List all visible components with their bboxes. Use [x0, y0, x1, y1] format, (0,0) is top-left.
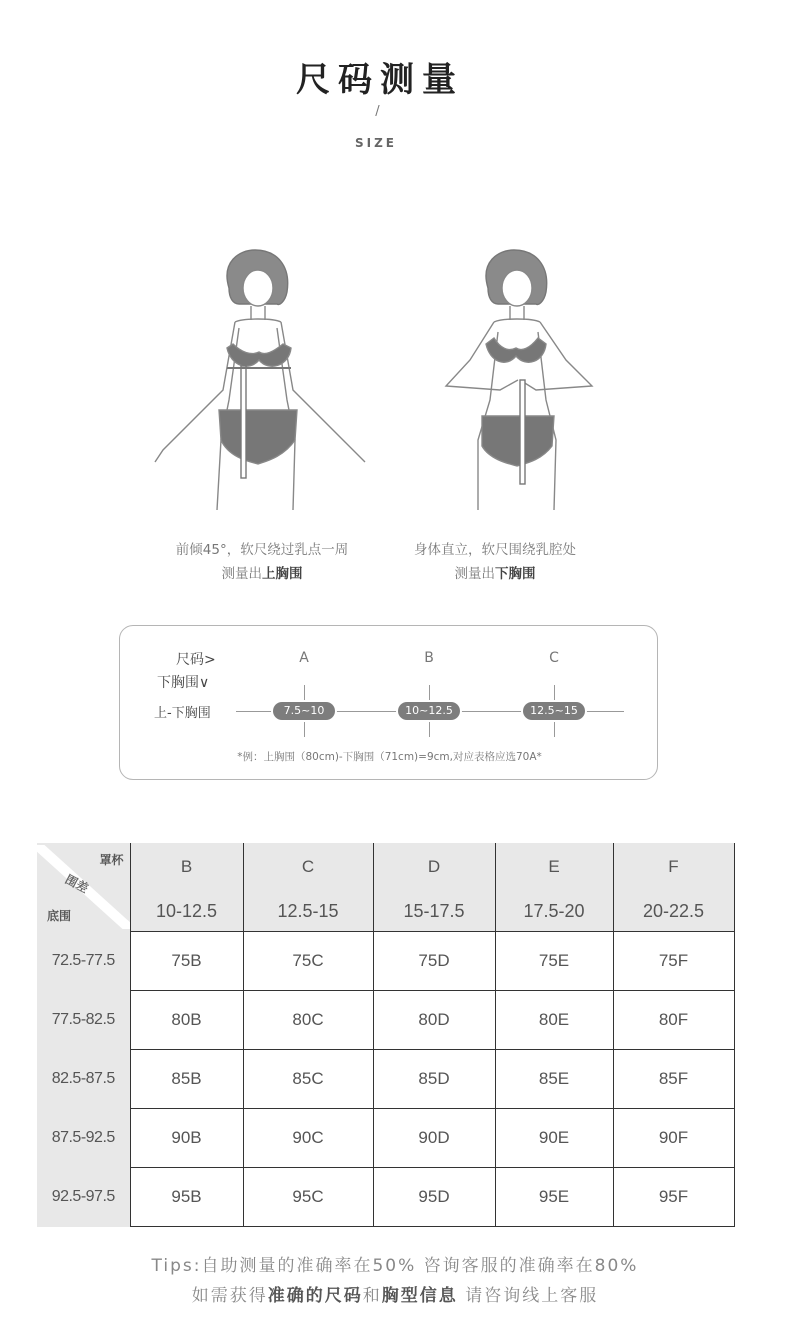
- size-column-a: A: [299, 650, 309, 666]
- tips-text: 请咨询线上客服: [457, 1286, 599, 1306]
- size-cell: 95B: [130, 1168, 243, 1227]
- tips-text: 和: [362, 1286, 382, 1306]
- under-bust-caption-line2: [345, 562, 645, 586]
- corner-diff-label: 围差: [62, 872, 91, 897]
- size-cell: 75B: [130, 932, 243, 991]
- range-pill-c: 12.5~15: [523, 702, 585, 720]
- size-cell: 75D: [373, 932, 495, 991]
- size-legend-box: [119, 625, 658, 780]
- size-cell: 75F: [613, 932, 734, 991]
- size-cell: 85D: [373, 1050, 495, 1109]
- size-cell: 90E: [495, 1109, 613, 1168]
- cup-header-row: [37, 843, 734, 891]
- size-cell: 95F: [613, 1168, 734, 1227]
- table-corner-cell: [37, 843, 130, 932]
- size-cell: 80B: [130, 991, 243, 1050]
- difference-row: [37, 891, 734, 932]
- table-row: [37, 991, 734, 1050]
- cup-header: E: [495, 843, 613, 891]
- size-cell: 75C: [243, 932, 373, 991]
- size-cell: 80C: [243, 991, 373, 1050]
- size-cell: 95D: [373, 1168, 495, 1227]
- tips-emphasis: 准确的尺码: [267, 1286, 363, 1306]
- range-pill-b: 10~12.5: [398, 702, 460, 720]
- under-bust-row-label: 下胸围∨: [157, 675, 210, 691]
- difference-row-label: 上-下胸围: [154, 706, 211, 721]
- cup-header: B: [130, 843, 243, 891]
- range-pill-a: 7.5~10: [273, 702, 335, 720]
- band-cell: 87.5-92.5: [37, 1109, 130, 1168]
- caption-prefix: 测量出: [454, 566, 495, 582]
- tips-text: 如需获得: [191, 1286, 268, 1306]
- table-row: [37, 1168, 734, 1227]
- size-cell: 80F: [613, 991, 734, 1050]
- woman-under-bust-measure-icon: [420, 240, 660, 520]
- under-bust-caption-line1: 身体直立，软尺围绕乳腔处: [414, 542, 576, 558]
- band-cell: 82.5-87.5: [37, 1050, 130, 1109]
- caption-bold: 下胸围: [495, 566, 536, 582]
- size-cell: 75E: [495, 932, 613, 991]
- band-cell: 92.5-97.5: [37, 1168, 130, 1227]
- size-column-c: C: [549, 650, 559, 666]
- cup-header: D: [373, 843, 495, 891]
- caption-prefix: 测量出: [221, 566, 262, 582]
- table-row: [37, 1109, 734, 1168]
- size-cell: 90F: [613, 1109, 734, 1168]
- difference-cell: 10-12.5: [130, 891, 243, 932]
- table-row: [37, 932, 734, 991]
- cup-header: C: [243, 843, 373, 891]
- page-title: 尺码测量: [296, 60, 464, 100]
- size-cell: 95E: [495, 1168, 613, 1227]
- size-cell: 95C: [243, 1168, 373, 1227]
- size-column-b: B: [424, 650, 434, 666]
- size-cell: 85E: [495, 1050, 613, 1109]
- size-cell: 80E: [495, 991, 613, 1050]
- corner-band-label: 底围: [47, 909, 72, 924]
- page-subtitle: SIZE: [354, 136, 397, 150]
- difference-cell: 17.5-20: [495, 891, 613, 932]
- difference-cell: 20-22.5: [613, 891, 734, 932]
- under-bust-caption: [345, 538, 645, 586]
- upper-bust-caption-line1: 前倾45°，软尺绕过乳点一周: [175, 542, 349, 558]
- size-cell: 90B: [130, 1109, 243, 1168]
- band-cell: 72.5-77.5: [37, 932, 130, 991]
- tips-line-2: [0, 1281, 790, 1306]
- table-row: [37, 1050, 734, 1109]
- size-row-label: 尺码>: [176, 652, 216, 668]
- size-chart-table: [37, 843, 735, 1227]
- corner-cup-label: 罩杯: [99, 853, 124, 868]
- difference-cell: 15-17.5: [373, 891, 495, 932]
- example-note: *例：上胸围（80cm)-下胸围（71cm)=9cm,对应表格应选70A*: [237, 751, 542, 763]
- woman-upper-bust-measure-icon: [143, 240, 383, 520]
- cup-header: F: [613, 843, 734, 891]
- size-cell: 90C: [243, 1109, 373, 1168]
- band-cell: 77.5-82.5: [37, 991, 130, 1050]
- tips-line-1: Tips:自助测量的准确率在50% 咨询客服的准确率在80%: [151, 1256, 639, 1276]
- caption-bold: 上胸围: [262, 566, 303, 582]
- title-divider: /: [375, 104, 380, 119]
- size-cell: 85F: [613, 1050, 734, 1109]
- difference-cell: 12.5-15: [243, 891, 373, 932]
- size-cell: 85C: [243, 1050, 373, 1109]
- tips-emphasis: 胸型信息: [381, 1286, 458, 1306]
- size-cell: 80D: [373, 991, 495, 1050]
- size-cell: 85B: [130, 1050, 243, 1109]
- size-cell: 90D: [373, 1109, 495, 1168]
